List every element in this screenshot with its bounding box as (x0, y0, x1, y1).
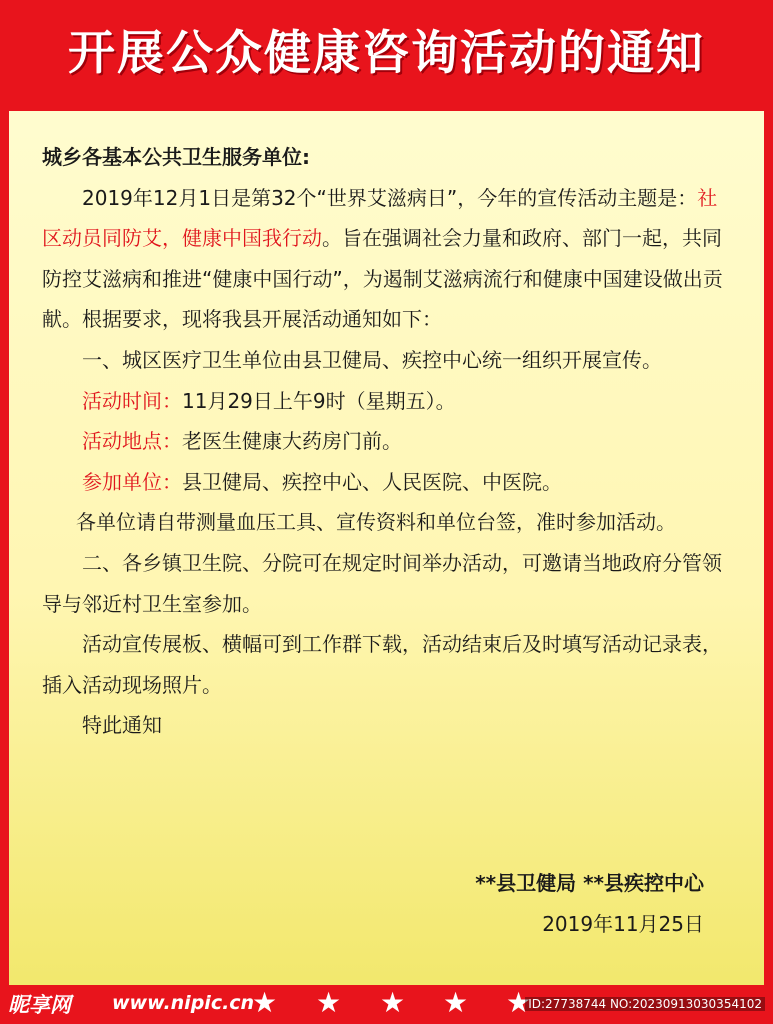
participating-units-label: 参加单位： (82, 469, 182, 494)
participating-units-value: 县卫健局、疾控中心、人民医院、中医院。 (182, 469, 562, 494)
star-icon: ★ (380, 986, 406, 1019)
participating-units (42, 462, 734, 503)
activity-time-value: 11月29日上午9时（星期五）。 (182, 388, 456, 413)
intro-lead: 2019年12月1日是第32个“世界艾滋病日”，今年的宣传活动主题是： (82, 185, 698, 210)
footer-bar (0, 985, 773, 1024)
notice-panel (9, 111, 764, 985)
activity-time (42, 381, 734, 422)
watermark-logo: 昵享网 (8, 993, 71, 1017)
header-banner (0, 0, 773, 98)
item-two: 二、各乡镇卫生院、分院可在规定时间举办活动，可邀请当地政府分管领导与邻近村卫生室参加。 (42, 550, 722, 616)
signature-block (475, 863, 704, 944)
signers: **县卫健局 **县疾控中心 (475, 871, 704, 895)
salutation: 城乡各基本公共卫生服务单位: (42, 145, 310, 169)
star-icon: ★ (506, 986, 532, 1019)
activity-time-label: 活动时间： (82, 388, 182, 413)
star-icon: ★ (252, 986, 278, 1019)
star-icon: ★ (443, 986, 469, 1019)
closing-line: 特此通知 (82, 713, 162, 738)
watermark-url: www.nipic.cn (112, 992, 255, 1014)
intro-rest: 。旨在强调社会力量和政府、部门一起，共同防控艾滋病和推进“健康中国行动”，为遏制艾滋病流行和健康中国建设做出贡献。根据要求，现将我县开展活动通知如下： (42, 226, 723, 332)
page-title: 开展公众健康咨询活动的通知 (68, 25, 705, 81)
watermark-id: ID:27738744 NO:20230913030354102 (525, 997, 765, 1011)
intro-paragraph (42, 178, 734, 340)
item-one: 一、城区医疗卫生单位由县卫健局、疾控中心统一组织开展宣传。 (82, 347, 662, 372)
star-icon: ★ (316, 986, 342, 1019)
activity-place-label: 活动地点： (82, 429, 182, 454)
campaign-theme: 社区动员同防艾，健康中国我行动 (42, 185, 718, 251)
signature-date: 2019年11月25日 (542, 911, 704, 936)
activity-place (42, 421, 734, 462)
activity-place-value: 老医生健康大药房门前。 (182, 429, 402, 454)
item-one-note: 各单位请自带测量血压工具、宣传资料和单位台签，准时参加活动。 (76, 510, 676, 535)
notice-body (42, 137, 734, 746)
download-note: 活动宣传展板、横幅可到工作群下载，活动结束后及时填写活动记录表，插入活动现场照片。 (42, 632, 722, 697)
